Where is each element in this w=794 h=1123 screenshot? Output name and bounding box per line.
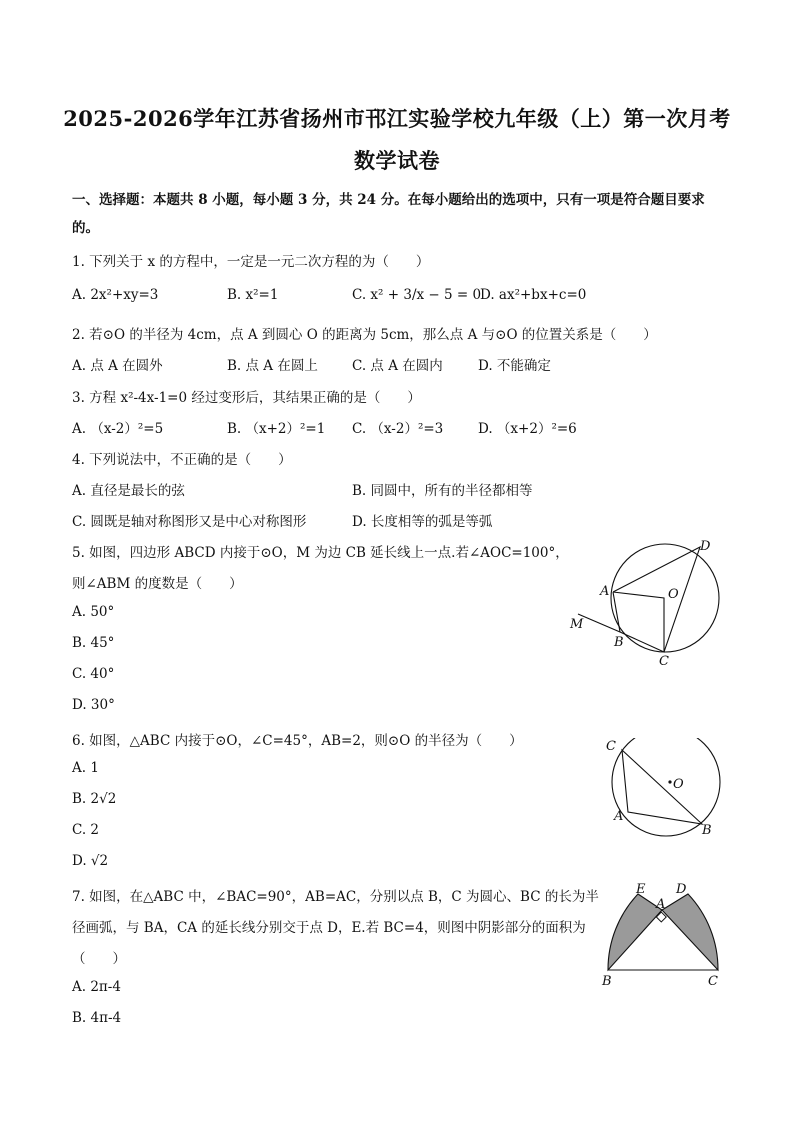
question-5-stem-2: 则∠ABM 的度数是（ ） bbox=[72, 576, 243, 592]
question-6-figure bbox=[598, 738, 738, 838]
question-4-stem: 4. 下列说法中，不正确的是（ ） bbox=[72, 452, 292, 468]
question-6-option-b: B. 2√2 bbox=[72, 791, 117, 807]
question-2-option-a: A. 点 A 在圆外 bbox=[72, 358, 163, 374]
question-5-option-d: D. 30° bbox=[72, 697, 115, 713]
question-6-option-c: C. 2 bbox=[72, 822, 100, 838]
fig7-label-c: C bbox=[708, 974, 718, 989]
fig6-label-c: C bbox=[606, 739, 616, 754]
page-subtitle: 数学试卷 bbox=[354, 148, 440, 173]
question-1-option-d: D. ax²+bx+c=0 bbox=[480, 287, 587, 303]
question-6-option-d: D. √2 bbox=[72, 853, 109, 869]
question-7-stem-3: （ ） bbox=[72, 951, 126, 967]
question-7-figure bbox=[598, 880, 734, 992]
question-6-stem: 6. 如图，△ABC 内接于⊙O，∠C=45°，AB=2，则⊙O 的半径为（ ） bbox=[72, 733, 523, 749]
fig7-label-e: E bbox=[636, 882, 646, 897]
fig7-label-a: A bbox=[656, 897, 666, 912]
question-4-option-a: A. 直径是最长的弦 bbox=[72, 483, 185, 499]
fig5-label-c: C bbox=[659, 654, 669, 669]
fig5-label-b: B bbox=[614, 635, 624, 650]
question-2-option-b: B. 点 A 在圆上 bbox=[227, 358, 318, 374]
question-3-option-a: A. （x-2）²=5 bbox=[72, 421, 164, 437]
question-3-option-c: C. （x-2）²=3 bbox=[352, 421, 444, 437]
question-2-option-c: C. 点 A 在圆内 bbox=[352, 358, 443, 374]
question-4-option-b: B. 同圆中，所有的半径都相等 bbox=[352, 483, 533, 499]
question-7-stem: 7. 如图，在△ABC 中，∠BAC=90°，AB=AC，分别以点 B，C 为圆心、BC 的长为半 bbox=[72, 889, 599, 905]
question-7-stem-2: 径画弧，与 BA，CA 的延长线分别交于点 D，E.若 BC=4，则图中阴影部分的面积为 bbox=[72, 920, 586, 936]
question-4-option-d: D. 长度相等的弧是等弧 bbox=[352, 514, 493, 530]
question-1-option-c: C. x² + 3/x − 5 = 0 bbox=[352, 287, 482, 303]
question-5-stem: 5. 如图，四边形 ABCD 内接于⊙O，M 为边 CB 延长线上一点.若∠AOC=100°， bbox=[72, 545, 569, 561]
fig6-label-o: O bbox=[673, 777, 684, 792]
section-intro-line1: 一、选择题：本题共 8 小题，每小题 3 分，共 24 分。在每小题给出的选项中，只有一项是符合题目要求 bbox=[72, 192, 705, 208]
question-1-option-b: B. x²=1 bbox=[227, 287, 279, 303]
question-1-option-a: A. 2x²+xy=3 bbox=[72, 287, 159, 303]
fig6-label-b: B bbox=[702, 823, 712, 838]
page-title: 2025-2026学年江苏省扬州市邗江实验学校九年级（上）第一次月考 bbox=[63, 106, 731, 131]
question-3-option-b: B. （x+2）²=1 bbox=[227, 421, 326, 437]
question-7-option-b: B. 4π-4 bbox=[72, 1010, 122, 1026]
question-7-option-a: A. 2π-4 bbox=[72, 979, 121, 995]
question-4-option-c: C. 圆既是轴对称图形又是中心对称图形 bbox=[72, 514, 307, 530]
fig5-label-m: M bbox=[570, 617, 584, 632]
fig5-label-o: O bbox=[668, 587, 679, 602]
question-3-option-d: D. （x+2）²=6 bbox=[478, 421, 577, 437]
question-5-figure bbox=[560, 532, 740, 672]
question-2-stem: 2. 若⊙O 的半径为 4cm，点 A 到圆心 O 的距离为 5cm，那么点 A 与⊙O 的位置关系是（ ） bbox=[72, 327, 657, 343]
section-intro-line2: 的。 bbox=[72, 220, 99, 236]
fig7-label-d: D bbox=[676, 882, 687, 897]
question-5-option-b: B. 45° bbox=[72, 635, 115, 651]
fig6-label-a: A bbox=[614, 809, 624, 824]
question-5-option-c: C. 40° bbox=[72, 666, 115, 682]
question-2-option-d: D. 不能确定 bbox=[478, 358, 551, 374]
fig5-label-a: A bbox=[600, 584, 610, 599]
question-3-stem: 3. 方程 x²-4x-1=0 经过变形后，其结果正确的是（ ） bbox=[72, 390, 421, 406]
question-6-option-a: A. 1 bbox=[72, 760, 99, 776]
question-1-stem: 1. 下列关于 x 的方程中，一定是一元二次方程的为（ ） bbox=[72, 254, 430, 270]
fig5-label-d: D bbox=[700, 539, 711, 554]
question-5-option-a: A. 50° bbox=[72, 604, 115, 620]
fig7-label-b: B bbox=[602, 974, 612, 989]
